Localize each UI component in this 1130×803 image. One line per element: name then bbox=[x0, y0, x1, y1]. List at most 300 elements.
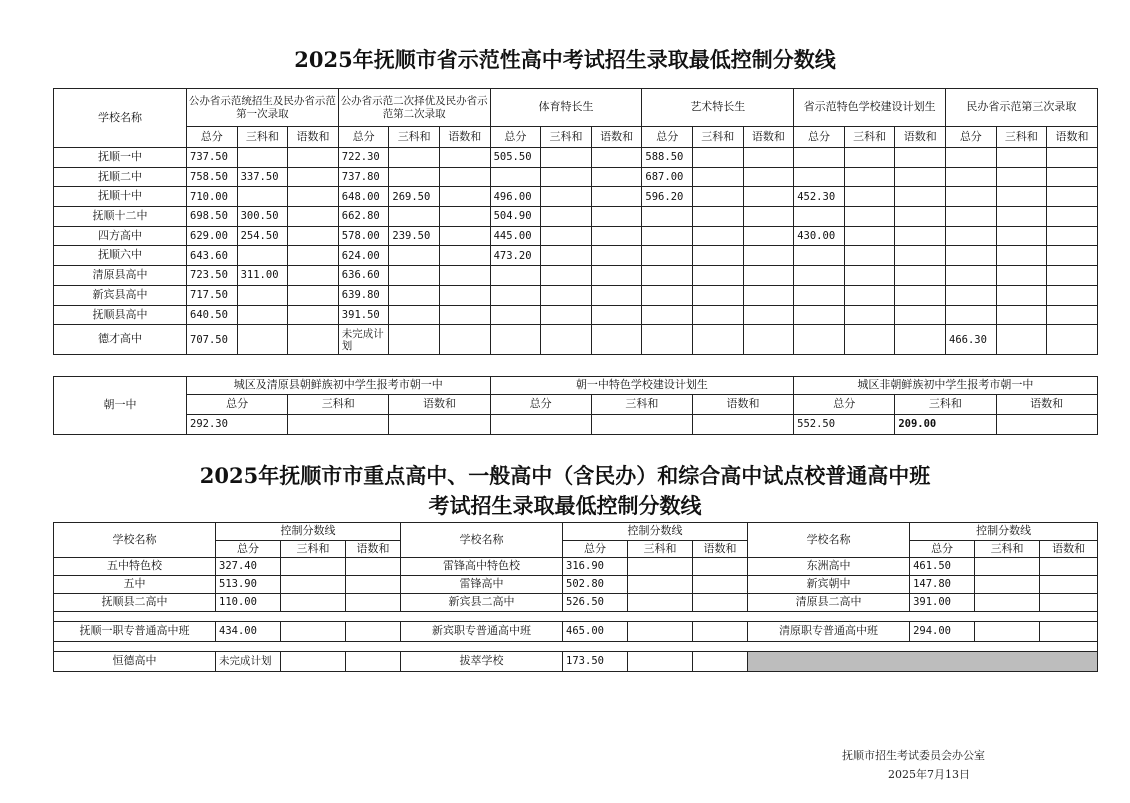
score-cell bbox=[281, 622, 346, 642]
school-name-cell: 清原职专普通高中班 bbox=[748, 622, 910, 642]
score-cell bbox=[895, 305, 946, 325]
score-cell bbox=[591, 148, 642, 168]
score-cell bbox=[794, 285, 845, 305]
score-cell bbox=[844, 246, 895, 266]
score-cell bbox=[844, 325, 895, 355]
score-cell bbox=[591, 207, 642, 227]
section-subtitle: 考试招生录取最低控制分数线 bbox=[428, 493, 702, 518]
score-cell bbox=[844, 187, 895, 207]
school-name-cell: 德才高中 bbox=[54, 325, 187, 355]
table-row bbox=[54, 523, 1098, 541]
sub-header: 三科和 bbox=[975, 541, 1040, 558]
score-cell bbox=[591, 266, 642, 286]
score-cell bbox=[439, 187, 490, 207]
school-name-cell: 抚顺十中 bbox=[54, 187, 187, 207]
score-cell: 未完成计划 bbox=[216, 652, 281, 672]
score-cell bbox=[389, 325, 440, 355]
school-name-cell: 东洲高中 bbox=[748, 558, 910, 576]
score-cell bbox=[288, 148, 339, 168]
score-cell bbox=[996, 226, 1047, 246]
score-cell bbox=[439, 226, 490, 246]
score-cell bbox=[628, 652, 693, 672]
score-cell bbox=[693, 594, 748, 612]
score-cell bbox=[996, 285, 1047, 305]
table-row bbox=[54, 558, 1098, 576]
table-row bbox=[54, 246, 1098, 266]
score-cell bbox=[693, 652, 748, 672]
score-cell: 391.00 bbox=[910, 594, 975, 612]
score-cell bbox=[541, 226, 592, 246]
score-cell: 292.30 bbox=[187, 415, 288, 435]
score-cell bbox=[895, 266, 946, 286]
score-cell: 698.50 bbox=[187, 207, 238, 227]
score-cell: 337.50 bbox=[237, 167, 288, 187]
group-header: 朝一中特色学校建设计划生 bbox=[490, 377, 794, 395]
score-cell bbox=[743, 266, 794, 286]
score-cell bbox=[844, 207, 895, 227]
score-cell bbox=[692, 415, 793, 435]
score-cell: 430.00 bbox=[794, 226, 845, 246]
sub-header: 三科和 bbox=[628, 541, 693, 558]
sub-header: 三科和 bbox=[288, 395, 389, 415]
score-cell bbox=[591, 325, 642, 355]
score-cell bbox=[743, 148, 794, 168]
score-cell: 552.50 bbox=[794, 415, 895, 435]
school-name-cell: 抚顺县二高中 bbox=[54, 594, 216, 612]
score-cell bbox=[693, 148, 744, 168]
school-name-cell: 抚顺一职专普通高中班 bbox=[54, 622, 216, 642]
score-cell: 316.90 bbox=[563, 558, 628, 576]
sub-header: 语数和 bbox=[996, 395, 1097, 415]
score-cell bbox=[693, 167, 744, 187]
score-cell: 737.80 bbox=[338, 167, 389, 187]
table-row bbox=[54, 576, 1098, 594]
sub-header: 语数和 bbox=[693, 541, 748, 558]
school-name-cell: 清原县二高中 bbox=[748, 594, 910, 612]
score-cell bbox=[288, 285, 339, 305]
sub-header: 语数和 bbox=[439, 127, 490, 148]
score-cell: 588.50 bbox=[642, 148, 693, 168]
score-cell: 629.00 bbox=[187, 226, 238, 246]
sub-header: 总分 bbox=[490, 127, 541, 148]
score-cell bbox=[288, 325, 339, 355]
sub-header: 总分 bbox=[187, 127, 238, 148]
table-row bbox=[54, 652, 1098, 672]
score-cell: 505.50 bbox=[490, 148, 541, 168]
sub-header: 总分 bbox=[910, 541, 975, 558]
table-row bbox=[54, 167, 1098, 187]
score-cell bbox=[975, 558, 1040, 576]
score-cell: 758.50 bbox=[187, 167, 238, 187]
sub-header: 语数和 bbox=[346, 541, 401, 558]
school-name-cell: 新宾朝中 bbox=[748, 576, 910, 594]
score-cell bbox=[439, 246, 490, 266]
sub-header: 语数和 bbox=[692, 395, 793, 415]
score-cell bbox=[996, 167, 1047, 187]
sub-header: 三科和 bbox=[389, 127, 440, 148]
score-cell bbox=[490, 285, 541, 305]
school-name-cell: 四方高中 bbox=[54, 226, 187, 246]
score-cell bbox=[1040, 576, 1098, 594]
sub-header: 总分 bbox=[216, 541, 281, 558]
score-cell bbox=[281, 652, 346, 672]
score-cell bbox=[743, 187, 794, 207]
score-cell: 504.90 bbox=[490, 207, 541, 227]
score-cell: 624.00 bbox=[338, 246, 389, 266]
score-cell bbox=[288, 246, 339, 266]
school-name-cell: 抚顺县高中 bbox=[54, 305, 187, 325]
score-cell bbox=[895, 207, 946, 227]
score-cell bbox=[975, 594, 1040, 612]
table-row bbox=[54, 226, 1098, 246]
score-cell: 391.50 bbox=[338, 305, 389, 325]
general-schools-table bbox=[53, 522, 1098, 672]
control-header: 控制分数线 bbox=[910, 523, 1098, 541]
score-cell: 722.30 bbox=[338, 148, 389, 168]
score-cell bbox=[996, 415, 1097, 435]
score-cell bbox=[541, 187, 592, 207]
score-cell bbox=[996, 305, 1047, 325]
score-cell bbox=[439, 325, 490, 355]
score-cell: 327.40 bbox=[216, 558, 281, 576]
score-cell bbox=[1047, 266, 1098, 286]
score-cell bbox=[288, 187, 339, 207]
score-cell bbox=[541, 167, 592, 187]
sub-header: 总分 bbox=[187, 395, 288, 415]
sub-header: 语数和 bbox=[389, 395, 490, 415]
score-cell: 254.50 bbox=[237, 226, 288, 246]
school-name-cell: 五中特色校 bbox=[54, 558, 216, 576]
score-cell: 294.00 bbox=[910, 622, 975, 642]
sub-header: 总分 bbox=[563, 541, 628, 558]
score-cell bbox=[541, 305, 592, 325]
score-cell bbox=[1047, 167, 1098, 187]
score-cell bbox=[743, 325, 794, 355]
score-cell bbox=[389, 246, 440, 266]
footer-org: 抚顺市招生考试委员会办公室 bbox=[842, 749, 985, 762]
score-cell bbox=[288, 305, 339, 325]
sub-header: 三科和 bbox=[591, 395, 692, 415]
score-cell bbox=[794, 246, 845, 266]
score-cell bbox=[389, 148, 440, 168]
score-cell bbox=[895, 246, 946, 266]
score-cell bbox=[743, 207, 794, 227]
score-cell bbox=[389, 266, 440, 286]
score-cell bbox=[693, 207, 744, 227]
score-cell bbox=[628, 558, 693, 576]
score-cell bbox=[288, 415, 389, 435]
score-cell: 452.30 bbox=[794, 187, 845, 207]
score-cell bbox=[996, 325, 1047, 355]
sub-header: 语数和 bbox=[591, 127, 642, 148]
score-cell bbox=[237, 246, 288, 266]
score-cell bbox=[439, 285, 490, 305]
score-cell: 687.00 bbox=[642, 167, 693, 187]
table-row bbox=[54, 207, 1098, 227]
score-cell bbox=[1040, 622, 1098, 642]
score-cell bbox=[693, 187, 744, 207]
score-cell bbox=[591, 415, 692, 435]
score-cell bbox=[281, 594, 346, 612]
sub-header: 总分 bbox=[794, 127, 845, 148]
sub-header: 总分 bbox=[338, 127, 389, 148]
score-cell bbox=[1047, 325, 1098, 355]
group-header: 城区非朝鲜族初中学生报考市朝一中 bbox=[794, 377, 1098, 395]
score-cell: 300.50 bbox=[237, 207, 288, 227]
score-cell bbox=[439, 266, 490, 286]
sub-header: 三科和 bbox=[895, 395, 996, 415]
score-cell bbox=[946, 187, 997, 207]
sub-header: 三科和 bbox=[844, 127, 895, 148]
score-cell bbox=[975, 622, 1040, 642]
sub-header: 语数和 bbox=[1047, 127, 1098, 148]
score-cell: 465.00 bbox=[563, 622, 628, 642]
sub-header: 三科和 bbox=[541, 127, 592, 148]
score-cell bbox=[288, 266, 339, 286]
score-cell: 496.00 bbox=[490, 187, 541, 207]
group-header: 公办省示范二次择优及民办省示范第二次录取 bbox=[338, 89, 490, 127]
sub-header: 总分 bbox=[794, 395, 895, 415]
school-name-cell: 清原县高中 bbox=[54, 266, 187, 286]
school-name-cell: 雷锋高中特色校 bbox=[401, 558, 563, 576]
score-cell bbox=[743, 167, 794, 187]
score-cell bbox=[490, 305, 541, 325]
score-cell bbox=[642, 207, 693, 227]
score-cell bbox=[389, 285, 440, 305]
provincial-schools-table bbox=[53, 88, 1098, 355]
school-name-cell: 新宾县二高中 bbox=[401, 594, 563, 612]
score-cell bbox=[591, 167, 642, 187]
score-cell: 662.80 bbox=[338, 207, 389, 227]
score-cell bbox=[693, 558, 748, 576]
table-row bbox=[54, 148, 1098, 168]
score-cell bbox=[591, 226, 642, 246]
group-header: 省示范特色学校建设计划生 bbox=[794, 89, 946, 127]
sub-header: 语数和 bbox=[288, 127, 339, 148]
score-cell bbox=[389, 305, 440, 325]
score-cell: 596.20 bbox=[642, 187, 693, 207]
score-cell bbox=[693, 305, 744, 325]
score-cell bbox=[541, 148, 592, 168]
table-row bbox=[54, 285, 1098, 305]
score-cell bbox=[490, 325, 541, 355]
score-cell bbox=[895, 325, 946, 355]
school-name-cell: 雷锋高中 bbox=[401, 576, 563, 594]
score-cell bbox=[541, 266, 592, 286]
score-cell bbox=[743, 246, 794, 266]
score-cell bbox=[693, 325, 744, 355]
score-cell bbox=[389, 207, 440, 227]
score-cell: 239.50 bbox=[389, 226, 440, 246]
score-cell bbox=[237, 285, 288, 305]
sub-header: 总分 bbox=[642, 127, 693, 148]
score-cell bbox=[946, 246, 997, 266]
score-cell bbox=[1047, 246, 1098, 266]
score-cell bbox=[642, 305, 693, 325]
table-row bbox=[54, 642, 1098, 652]
score-cell bbox=[281, 558, 346, 576]
score-cell bbox=[996, 148, 1047, 168]
school-name-header: 学校名称 bbox=[54, 89, 187, 148]
table-row bbox=[54, 612, 1098, 622]
score-cell bbox=[288, 167, 339, 187]
score-cell bbox=[642, 246, 693, 266]
chaoyi-school-table bbox=[53, 376, 1098, 435]
score-cell bbox=[946, 305, 997, 325]
blank-gray-cell bbox=[748, 652, 1098, 672]
score-cell bbox=[794, 167, 845, 187]
score-cell bbox=[642, 266, 693, 286]
score-cell: 269.50 bbox=[389, 187, 440, 207]
score-cell bbox=[389, 167, 440, 187]
score-cell: 473.20 bbox=[490, 246, 541, 266]
table-row bbox=[54, 325, 1098, 355]
score-cell bbox=[1047, 305, 1098, 325]
school-name-cell: 朝一中 bbox=[54, 377, 187, 435]
score-cell bbox=[946, 148, 997, 168]
score-cell bbox=[541, 207, 592, 227]
score-cell: 707.50 bbox=[187, 325, 238, 355]
score-cell bbox=[743, 226, 794, 246]
score-cell bbox=[439, 305, 490, 325]
spacer-cell bbox=[54, 612, 1098, 622]
sub-header: 总分 bbox=[490, 395, 591, 415]
score-cell bbox=[281, 576, 346, 594]
score-cell bbox=[541, 325, 592, 355]
score-cell bbox=[794, 325, 845, 355]
score-cell bbox=[844, 167, 895, 187]
sub-header: 三科和 bbox=[237, 127, 288, 148]
score-cell bbox=[642, 325, 693, 355]
score-cell bbox=[1047, 226, 1098, 246]
score-cell: 434.00 bbox=[216, 622, 281, 642]
score-cell: 636.60 bbox=[338, 266, 389, 286]
spacer-cell bbox=[54, 642, 1098, 652]
score-cell bbox=[642, 226, 693, 246]
score-cell bbox=[1047, 207, 1098, 227]
score-cell bbox=[794, 305, 845, 325]
score-cell: 466.30 bbox=[946, 325, 997, 355]
score-cell bbox=[996, 207, 1047, 227]
score-cell bbox=[346, 622, 401, 642]
table-row bbox=[54, 266, 1098, 286]
group-header: 公办省示范统招生及民办省示范第一次录取 bbox=[187, 89, 339, 127]
table-row bbox=[54, 622, 1098, 642]
score-cell: 未完成计划 bbox=[338, 325, 389, 355]
school-name-header: 学校名称 bbox=[54, 523, 216, 558]
score-cell bbox=[591, 305, 642, 325]
score-cell bbox=[439, 207, 490, 227]
group-header: 艺术特长生 bbox=[642, 89, 794, 127]
score-cell: 710.00 bbox=[187, 187, 238, 207]
school-name-cell: 抚顺二中 bbox=[54, 167, 187, 187]
score-cell bbox=[895, 226, 946, 246]
score-cell bbox=[628, 622, 693, 642]
score-cell bbox=[693, 622, 748, 642]
group-header: 民办省示范第三次录取 bbox=[946, 89, 1098, 127]
school-name-cell: 五中 bbox=[54, 576, 216, 594]
school-name-header: 学校名称 bbox=[401, 523, 563, 558]
score-cell bbox=[1047, 187, 1098, 207]
score-cell bbox=[996, 187, 1047, 207]
school-name-cell: 抚顺六中 bbox=[54, 246, 187, 266]
school-name-cell: 恒德高中 bbox=[54, 652, 216, 672]
score-cell bbox=[996, 266, 1047, 286]
school-name-cell: 新宾县高中 bbox=[54, 285, 187, 305]
score-cell bbox=[346, 594, 401, 612]
score-cell bbox=[628, 576, 693, 594]
score-cell bbox=[288, 207, 339, 227]
table-row bbox=[54, 187, 1098, 207]
score-cell: 461.50 bbox=[910, 558, 975, 576]
score-cell: 173.50 bbox=[563, 652, 628, 672]
sub-header: 总分 bbox=[946, 127, 997, 148]
score-cell bbox=[895, 187, 946, 207]
footer-date: 2025年7月13日 bbox=[888, 768, 970, 781]
control-header: 控制分数线 bbox=[216, 523, 401, 541]
score-cell bbox=[693, 246, 744, 266]
score-cell: 526.50 bbox=[563, 594, 628, 612]
score-cell: 110.00 bbox=[216, 594, 281, 612]
score-cell: 639.80 bbox=[338, 285, 389, 305]
score-cell bbox=[346, 558, 401, 576]
score-cell: 648.00 bbox=[338, 187, 389, 207]
score-cell bbox=[895, 167, 946, 187]
sub-header: 语数和 bbox=[1040, 541, 1098, 558]
score-cell bbox=[946, 285, 997, 305]
score-cell: 717.50 bbox=[187, 285, 238, 305]
score-cell: 147.80 bbox=[910, 576, 975, 594]
score-cell bbox=[844, 226, 895, 246]
score-cell: 723.50 bbox=[187, 266, 238, 286]
score-cell bbox=[895, 148, 946, 168]
sub-header: 语数和 bbox=[895, 127, 946, 148]
table-row bbox=[54, 305, 1098, 325]
score-cell bbox=[844, 285, 895, 305]
score-cell bbox=[389, 415, 490, 435]
score-cell bbox=[642, 285, 693, 305]
score-cell bbox=[346, 576, 401, 594]
page-title: 2025年抚顺市省示范性高中考试招生录取最低控制分数线 bbox=[294, 47, 836, 72]
score-cell bbox=[288, 226, 339, 246]
score-cell bbox=[794, 148, 845, 168]
school-name-cell: 新宾职专普通高中班 bbox=[401, 622, 563, 642]
score-cell bbox=[794, 266, 845, 286]
school-name-cell: 抚顺一中 bbox=[54, 148, 187, 168]
score-cell bbox=[237, 187, 288, 207]
score-cell bbox=[490, 415, 591, 435]
score-cell: 311.00 bbox=[237, 266, 288, 286]
score-cell bbox=[975, 576, 1040, 594]
score-cell bbox=[946, 167, 997, 187]
sub-header: 语数和 bbox=[743, 127, 794, 148]
school-name-cell: 拔萃学校 bbox=[401, 652, 563, 672]
score-cell bbox=[895, 285, 946, 305]
score-cell bbox=[946, 207, 997, 227]
score-cell bbox=[490, 167, 541, 187]
score-cell: 578.00 bbox=[338, 226, 389, 246]
score-cell bbox=[693, 226, 744, 246]
score-cell bbox=[844, 305, 895, 325]
score-cell: 209.00 bbox=[895, 415, 996, 435]
table-row bbox=[54, 594, 1098, 612]
score-cell bbox=[844, 266, 895, 286]
score-cell bbox=[591, 187, 642, 207]
score-cell: 640.50 bbox=[187, 305, 238, 325]
score-cell bbox=[1040, 594, 1098, 612]
score-cell bbox=[794, 207, 845, 227]
school-name-header: 学校名称 bbox=[748, 523, 910, 558]
